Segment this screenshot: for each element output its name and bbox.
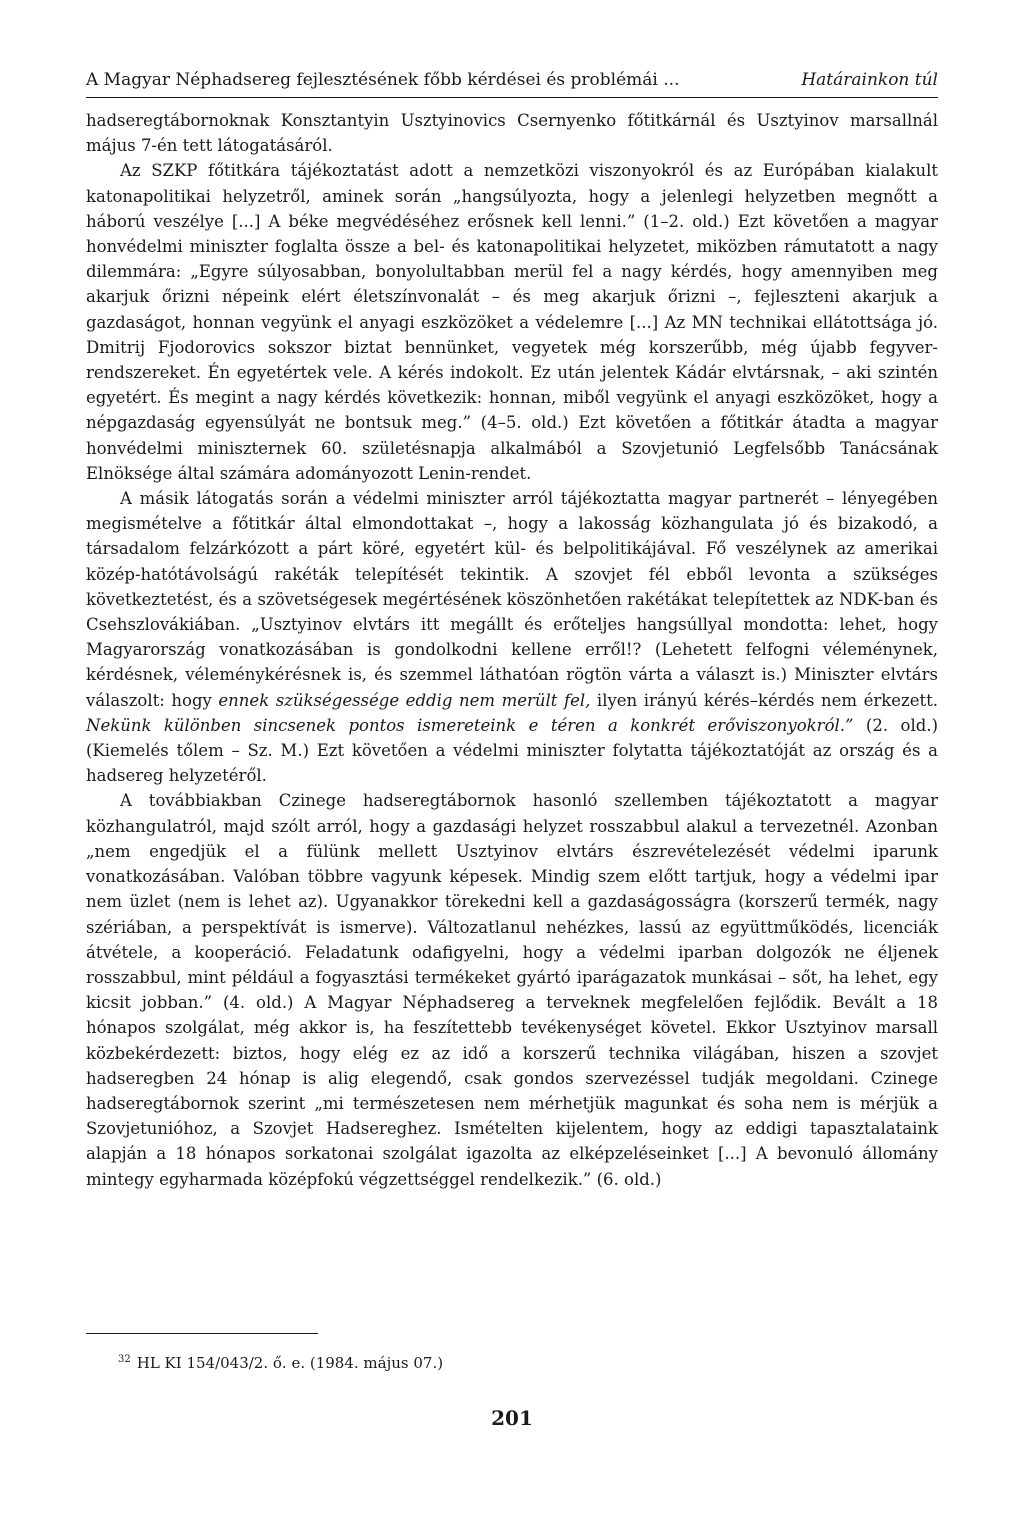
paragraph [86, 158, 938, 486]
emphasized-text: ennek szükségessége eddig nem merült fel, [218, 690, 591, 710]
text-run: hadseregtábornoknak Konsztantyin Usztyinovics Csernyenko főtitkárnál és Usztyinov marsallnál május 7-én tett látogatásáról. [86, 111, 938, 156]
paragraph [86, 788, 938, 1191]
footnote-divider [86, 1333, 318, 1334]
paragraph [86, 108, 938, 158]
text-run: Az SZKP főtitkára tájékoztatást adott a nemzetközi viszonyokról és az Európában kialakult katonapolitikai helyzetről, aminek során „hangsúlyozta, hogy a jelenlegi helyzetben megnőtt a háború veszélye [...] A béke megvédéséhez erősnek kell lenni.” (1–2. old.) Ezt követően a magyar honvédelmi miniszter foglalta össze a bel- és katonapolitikai helyzetet, miközben rámutatott a nagy dilemmára: „Egyre súlyosabban, bonyolultabban merül fel a nagy kérdés, hogy amennyiben meg akarjuk őrizni népeink elért életszínvonalát – és meg akarjuk őrizni –, fejleszteni akarjuk a gazdaságot, honnan vegyünk el anyagi eszközöket a védelemre [...] Az MN technikai ellátottsága jó. Dmitrij Fjodorovics sokszor biztat bennünket, vegyetek még korszerűbb, még újabb fegyver-rendszereket. Én egyetértek vele. A kérés indokolt. Ez után jelentek Kádár elvtársnak, – aki szintén egyetért. És megint a nagy kérdés következik: honnan, miből vegyünk el anyagi eszközöket, hogy a népgazdaság egyensúlyát ne bontsuk meg.” (4–5. old.) Ezt követően a főtitkár átadta a magyar honvédelmi miniszternek 60. születésnapja alkalmából a Szovjetunió Legfelsőbb Tanácsának Elnöksége által számára adományozott Lenin-rendet. [86, 161, 938, 483]
text-run: A másik látogatás során a védelmi miniszter arról tájékoztatta magyar partnerét – lényegében megismételve a főtitkár által elmondottakat –, hogy a lakosság közhangulata jó és bizakodó, a társadalom felzárkózott a párt köré, egyetért kül- és belpolitikájával. Fő veszélynek az amerikai közép-hatótávolságú rakéták telepítését tekintik. A szovjet fél ebből levonta a szükséges következtetést, és a szövetségesek megértésének köszönhetően rakétákat telepítettek az NDK-ban és Csehszlovákiában. „Usztyinov elvtárs itt megállt és erőteljes hangsúllyal mondotta: lehet, hogy Magyarország vonatkozásában is gondolkodni kellene erről!? (Lehetett felfogni véleménynek, kérdésnek, véleménykérésnek is, és szemmel láthatóan rögtön várta a választ is.) Miniszter elvtárs válaszolt: hogy [86, 489, 938, 710]
running-header-section: Határainkon túl [801, 70, 938, 90]
text-run: A továbbiakban Czinege hadseregtábornok hasonló szellemben tájékoztatott a magyar közhangulatról, majd szólt arról, hogy a gazdasági helyzet rosszabbul alakul a tervezetnél. Azonban „nem engedjük el a fülünk mellett Usztyinov elvtárs észrevételezését védelmi iparunk vonatkozásában. Valóban többre vagyunk képesek. Mindig szem előtt tartjuk, hogy a védelmi ipar nem üzlet (nem is lehet az). Ugyanakkor törekedni kell a gazdaságosságra (korszerű termék, nagy szériában, a perspektívát is ismerve). Változatlanul nehézkes, lassú az együttműködés, licenciák átvétele, a kooperáció. Feladatunk odafigyelni, hogy a védelmi iparban dolgozók ne éljenek rosszabbul, mint például a fogyasztási termékeket gyártó iparágazatok munkásai – sőt, ha lehet, egy kicsit jobban.” (4. old.) A Magyar Néphadsereg a terveknek megfelelően fejlődik. Bevált a 18 hónapos szolgálat, még akkor is, ha feszítettebb tevékenységet követel. Ekkor Usztyinov marsall közbekérdezett: biztos, hogy elég ez az idő a korszerű technika világában, hiszen a szovjet hadseregben 24 hónap is alig elegendő, csak gondos szervezéssel tudják megoldani. Czinege hadseregtábornok szerint „mi természetesen nem mérhetjük magunkat és soha nem is mérjük a Szovjetunióhoz, a Szovjet Hadsereghez. Ismételten kijelentem, hogy az eddigi tapasztalataink alapján a 18 hónapos sorkatonai szolgálat igazolta az elképzeléseinket [...] A bevonuló állomány mintegy egyharmada középfokú végzettséggel rendelkezik.” (6. old.) [86, 791, 938, 1189]
running-header [86, 70, 938, 98]
text-run: (2. old.) (Kiemelés tőlem – Sz. M.) Ezt követően a védelmi miniszter folytatta tájékoztatóját az ország és a hadsereg helyzetéről. [86, 715, 939, 786]
paragraph [86, 486, 938, 788]
body-text [86, 108, 938, 1192]
footnote-number: 32 [118, 1354, 131, 1365]
page-number: 201 [491, 1406, 533, 1430]
footnote-text: HL KI 154/043/2. ő. e. (1984. május 07.) [136, 1354, 444, 1372]
text-run: ilyen irányú kérés–kérdés nem érkezett. [590, 690, 938, 710]
emphasized-text: Nekünk különben sincsenek pontos ismereteink e téren a konkrét erőviszonyokról.” [86, 715, 854, 735]
book-page [86, 70, 938, 1470]
running-header-title: A Magyar Néphadsereg fejlesztésének főbb kérdései és problémái ... [86, 70, 680, 90]
footnote [118, 1350, 443, 1373]
